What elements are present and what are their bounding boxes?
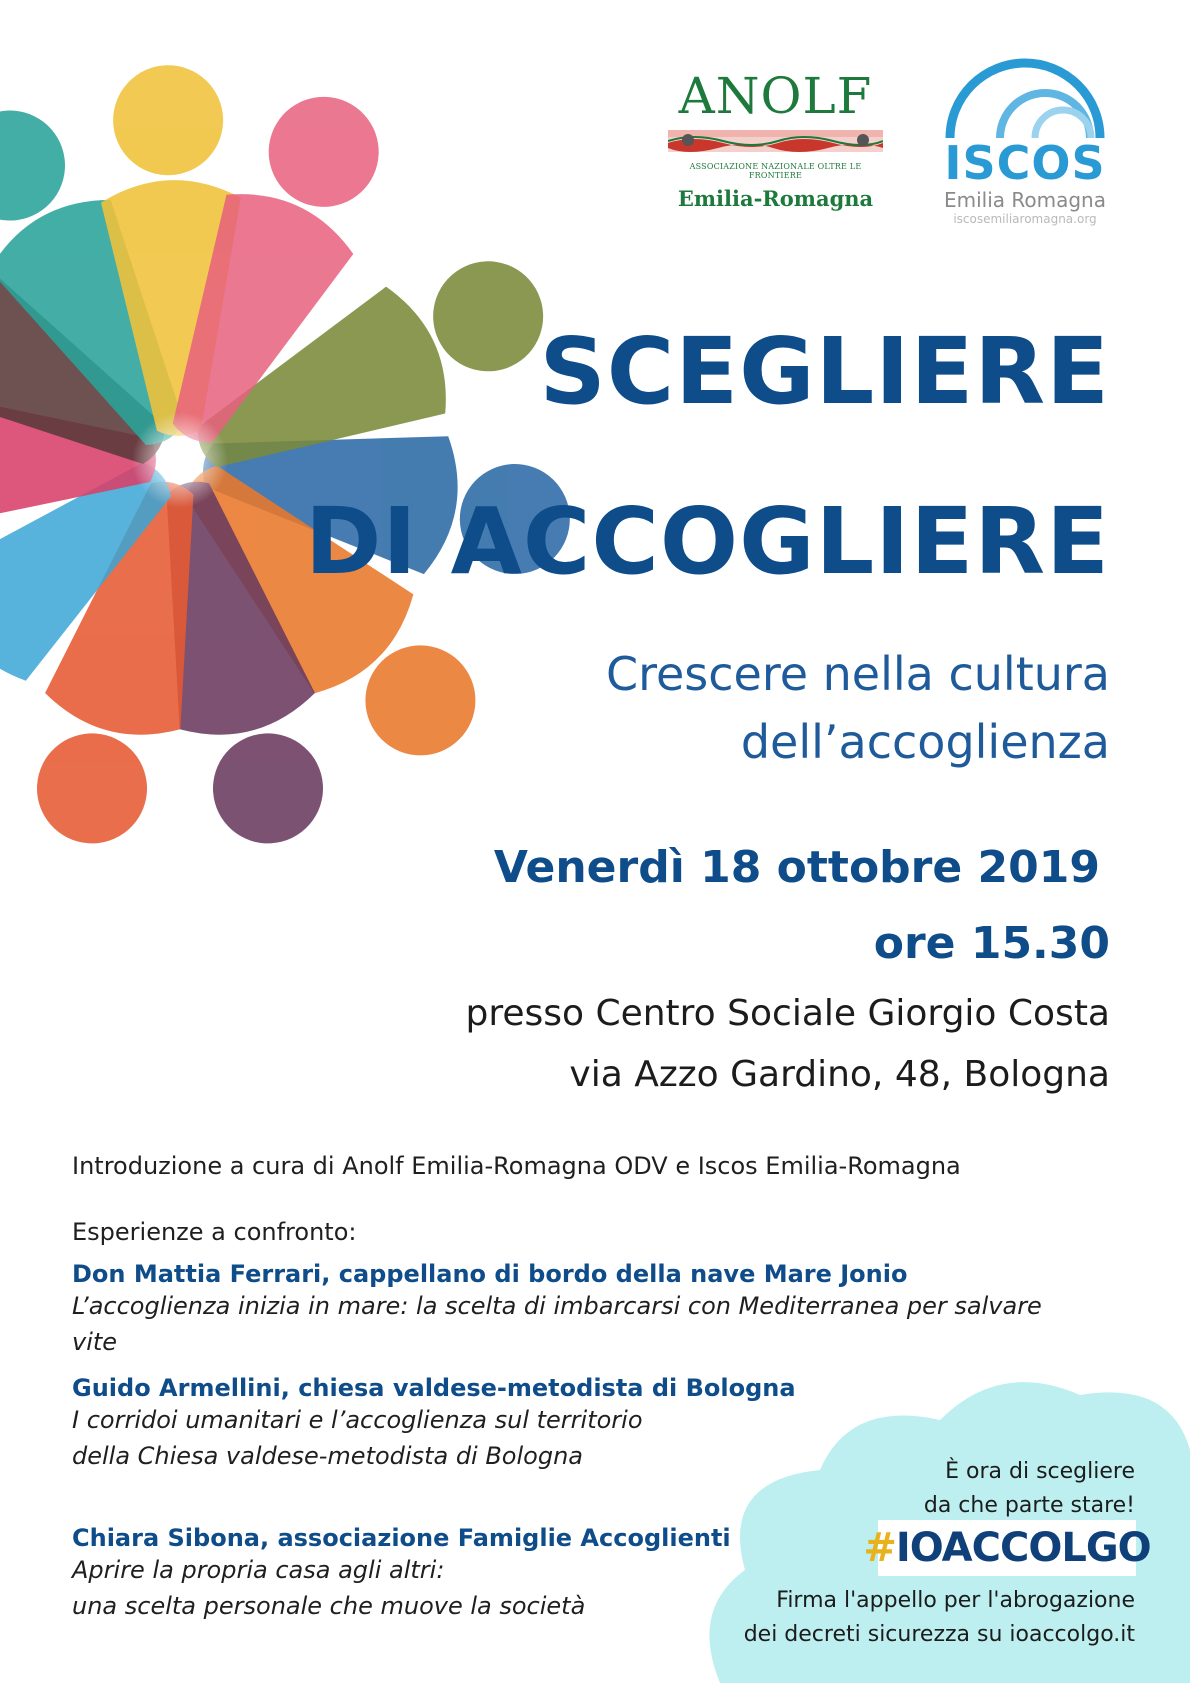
program-intro: Introduzione a cura di Anolf Emilia-Romagna ODV e Iscos Emilia-Romagna	[72, 1152, 961, 1180]
subtitle-line-1: Crescere nella cultura	[605, 647, 1110, 701]
iscos-logo-name: ISCOS	[944, 136, 1106, 190]
speaker-talk-line-1: I corridoi umanitari e l’accoglienza sul territorio	[72, 1406, 643, 1434]
cloud-slogan-line-2: da che parte stare!	[923, 1493, 1135, 1518]
cloud-appeal	[744, 1584, 1135, 1652]
speaker-talk-line-2: una scelta personale che muove la società	[72, 1592, 586, 1620]
iscos-logo	[940, 50, 1110, 225]
anolf-logo	[668, 67, 883, 211]
speaker-talk-line-1: L’accoglienza inizia in mare: la scelta di imbarcarsi con Mediterranea per salvare vite	[72, 1292, 1042, 1356]
speaker-name: Don Mattia Ferrari, cappellano di bordo della nave Mare Jonio	[72, 1260, 908, 1288]
speaker-talk-line-1: Aprire la propria casa agli altri:	[72, 1556, 445, 1584]
cloud-appeal-line-1: Firma l'appello per l'abrogazione	[776, 1588, 1135, 1613]
subtitle	[606, 640, 1110, 776]
speaker-name: Chiara Sibona, associazione Famiglie Accoglienti	[72, 1524, 731, 1552]
anolf-logo-band	[668, 130, 883, 152]
title-line-2: DI ACCOGLIERE	[305, 488, 1110, 595]
anolf-logo-name: ANOLF	[678, 67, 873, 125]
cloud-slogan	[924, 1455, 1135, 1523]
speaker-name: Guido Armellini, chiesa valdese-metodista di Bologna	[72, 1374, 796, 1402]
anolf-logo-subtitle: ASSOCIAZIONE NAZIONALE OLTRE LE FRONTIERE	[689, 162, 862, 180]
event-place: presso Centro Sociale Giorgio Costa	[465, 993, 1110, 1034]
speaker-talk-line-2: della Chiesa valdese-metodista di Bologna	[72, 1442, 583, 1470]
hashtag-symbol: #	[863, 1525, 896, 1571]
iscos-logo-region: Emilia Romagna	[943, 188, 1106, 212]
anolf-logo-region: Emilia-Romagna	[677, 186, 874, 211]
people-circle-illustration	[0, 30, 620, 890]
title-line-1: SCEGLIERE	[539, 318, 1110, 425]
ioaccolgo-hashtag-badge	[863, 1520, 1151, 1576]
event-time: ore 15.30	[873, 918, 1110, 969]
experiences-heading: Esperienze a confronto:	[72, 1218, 357, 1246]
speaker-block-1	[72, 1260, 1092, 1360]
subtitle-line-2: dell’accoglienza	[740, 715, 1110, 769]
event-address: via Azzo Gardino, 48, Bologna	[569, 1054, 1110, 1095]
iscos-logo-site: iscosemiliaromagna.org	[953, 212, 1097, 226]
cloud-slogan-line-1: È ora di scegliere	[945, 1459, 1135, 1484]
iscos-arc-icon	[940, 50, 1110, 140]
hashtag-word: IOACCOLGO	[895, 1525, 1151, 1571]
cloud-appeal-line-2: dei decreti sicurezza su ioaccolgo.it	[743, 1622, 1135, 1647]
event-date: Venerdì 18 ottobre 2019	[493, 842, 1100, 893]
